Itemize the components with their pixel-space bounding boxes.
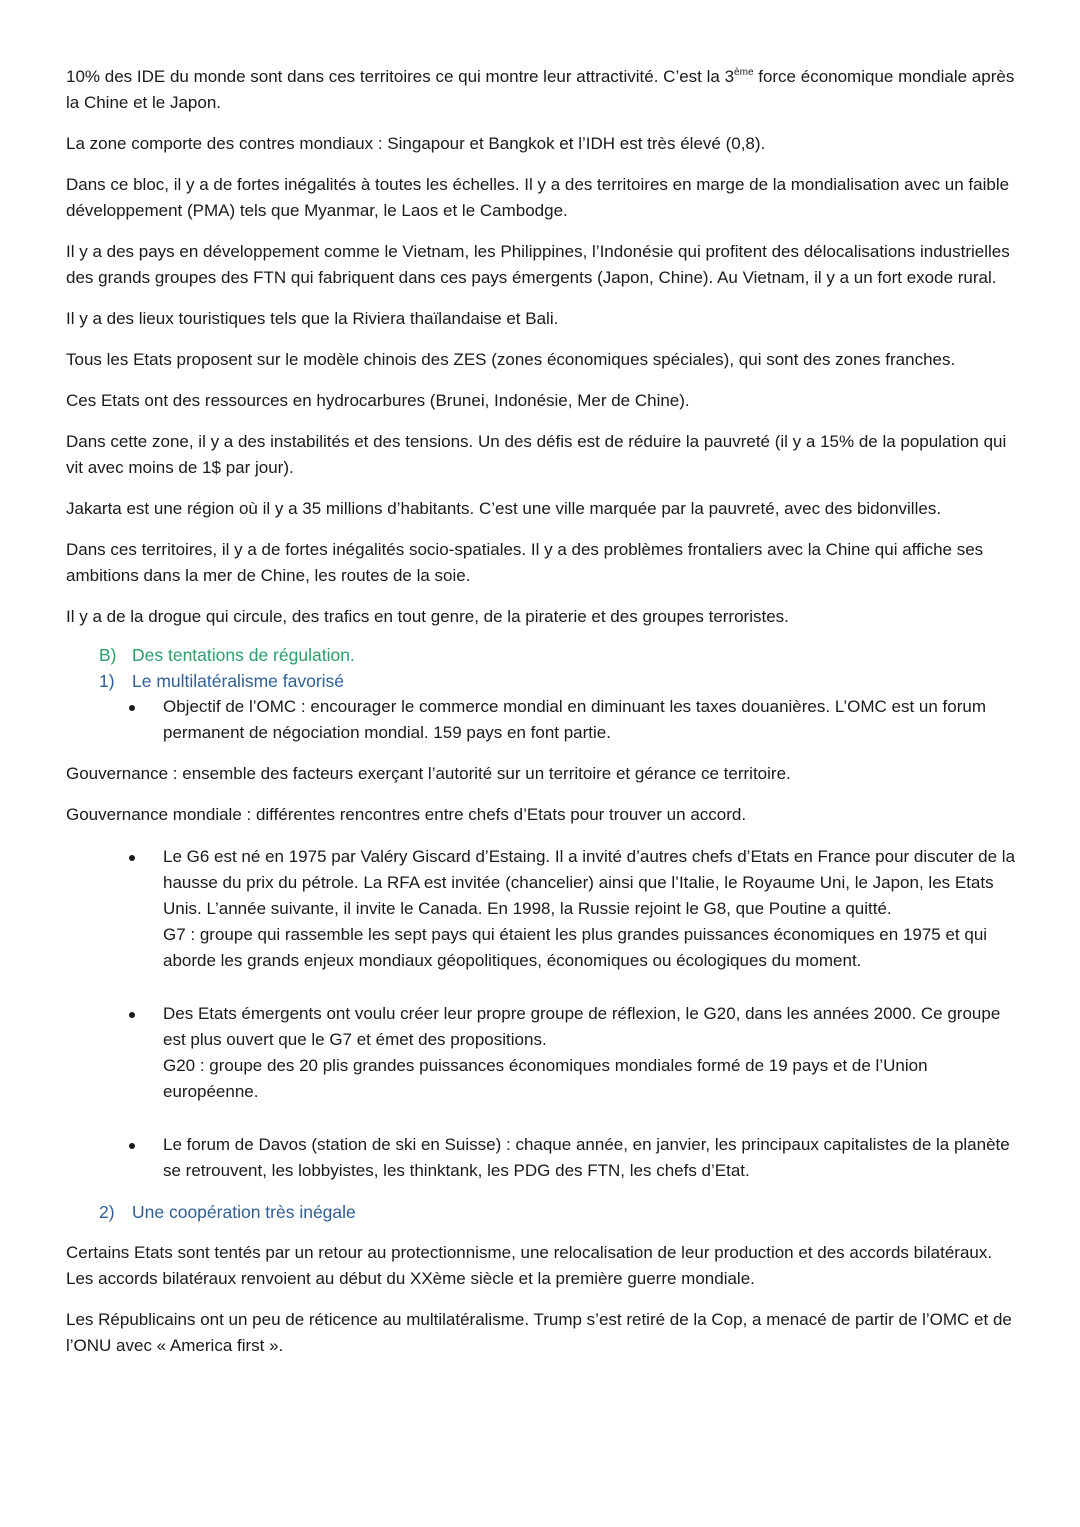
definition-gouvernance: Gouvernance : ensemble des facteurs exerçant l’autorité sur un territoire et gérance ce territoire. xyxy=(66,764,791,783)
list-item xyxy=(66,1001,1016,1105)
paragraph-zes: Tous les Etats proposent sur le modèle chinois des ZES (zones économiques spéciales), qui sont des zones franches. xyxy=(66,350,956,369)
heading-text: Le multilatéralisme favorisé xyxy=(132,671,345,691)
list-item xyxy=(66,1132,1016,1184)
bullet-list-omc xyxy=(66,694,1016,746)
paragraph-republicains: Les Républicains ont un peu de réticence au multilatéralisme. Trump s’est retiré de la Cop, a menacé de partir de l’OMC et de l’ONU avec « America first ». xyxy=(66,1310,1012,1355)
bullet-icon xyxy=(129,705,135,711)
document-page xyxy=(66,64,1016,1374)
subsection-heading-1 xyxy=(99,668,1016,694)
bullet-list-gouvernance xyxy=(66,844,1016,1184)
bullet-definition-g7: G7 : groupe qui rassemble les sept pays qui étaient les plus grandes puissances économiques en 1975 et qui aborde les grands enjeux mondiaux géopolitiques, économiques ou écologiques du moment. xyxy=(163,925,988,970)
bullet-icon xyxy=(129,1012,135,1018)
paragraph-tourisme: Il y a des lieux touristiques tels que la Riviera thaïlandaise et Bali. xyxy=(66,309,559,328)
paragraph-drogue: Il y a de la drogue qui circule, des trafics en tout genre, de la piraterie et des groupes terroristes. xyxy=(66,607,789,626)
list-item xyxy=(66,844,1016,974)
heading-text: Des tentations de régulation. xyxy=(132,645,355,665)
paragraph-inegalites: Dans ce bloc, il y a de fortes inégalités à toutes les échelles. Il y a des territoires en marge de la mondialisation avec un faible développement (PMA) tels que Myanmar, le Laos et le Cambodge. xyxy=(66,175,1010,220)
paragraph-ide xyxy=(66,64,1016,116)
paragraph-protectionnisme: Certains Etats sont tentés par un retour au protectionnisme, une relocalisation de leur production et des accords bilatéraux. Les accords bilatéraux renvoient au début du XXème siècle et la première guerre mondiale. xyxy=(66,1243,993,1288)
subsection-heading-2 xyxy=(99,1199,1016,1225)
definition-gouvernance-mondiale: Gouvernance mondiale : différentes rencontres entre chefs d’Etats pour trouver un accord. xyxy=(66,805,747,824)
paragraph-hydrocarbures: Ces Etats ont des ressources en hydrocarbures (Brunei, Indonésie, Mer de Chine). xyxy=(66,391,690,410)
heading-text: Une coopération très inégale xyxy=(132,1202,356,1222)
heading-number: B) xyxy=(99,645,117,665)
paragraph-pays-developpement: Il y a des pays en développement comme le Vietnam, les Philippines, l’Indonésie qui profitent des délocalisations industrielles des grands groupes des FTN qui fabriquent dans ces pays émergents (Japon, Chine). Au Vietnam, il y a un fort exode rural. xyxy=(66,242,1010,287)
heading-number: 1) xyxy=(99,671,115,691)
superscript: ème xyxy=(734,67,754,78)
paragraph-jakarta: Jakarta est une région où il y a 35 millions d’habitants. C’est une ville marquée par la pauvreté, avec des bidonvilles. xyxy=(66,499,942,518)
bullet-text: Objectif de l’OMC : encourager le commerce mondial en diminuant les taxes douanières. L’OMC est un forum permanent de négociation mondial. 159 pays en font partie. xyxy=(163,697,986,742)
paragraph-text: 10% des IDE du monde sont dans ces territoires ce qui montre leur attractivité. C’est la 3 xyxy=(66,67,735,86)
paragraph-text: force économique mondiale après la Chine et le Japon. xyxy=(66,67,1015,112)
bullet-text: Le forum de Davos (station de ski en Suisse) : chaque année, en janvier, les principaux capitalistes de la planète se retrouvent, les lobbyistes, les thinktank, les PDG des FTN, les chefs d’Etat. xyxy=(163,1135,1010,1180)
section-heading-b xyxy=(99,642,1016,668)
list-item xyxy=(66,694,1016,746)
bullet-definition-g20: G20 : groupe des 20 plis grandes puissances économiques mondiales formé de 19 pays et de l’Union européenne. xyxy=(163,1056,928,1101)
bullet-icon xyxy=(129,855,135,861)
heading-number: 2) xyxy=(99,1202,115,1222)
bullet-icon xyxy=(129,1143,135,1149)
paragraph-inegalites-socio-spatiales: Dans ces territoires, il y a de fortes inégalités socio-spatiales. Il y a des problèmes frontaliers avec la Chine qui affiche ses ambitions dans la mer de Chine, les routes de la soie. xyxy=(66,540,984,585)
bullet-text: Le G6 est né en 1975 par Valéry Giscard d’Estaing. Il a invité d’autres chefs d’Etats en France pour discuter de la hausse du prix du pétrole. La RFA est invitée (chancelier) ainsi que l’Italie, le Royaume Uni, le Japon, les Etats Unis. L’année suivante, il invite le Canada. En 1998, la Russie rejoint le G8, que Poutine a quitté. xyxy=(163,847,1016,918)
paragraph-centres-mondiaux: La zone comporte des contres mondiaux : Singapour et Bangkok et l’IDH est très élevé (0,8). xyxy=(66,134,766,153)
bullet-text: Des Etats émergents ont voulu créer leur propre groupe de réflexion, le G20, dans les années 2000. Ce groupe est plus ouvert que le G7 et émet des propositions. xyxy=(163,1004,1001,1049)
paragraph-instabilites: Dans cette zone, il y a des instabilités et des tensions. Un des défis est de réduire la pauvreté (il y a 15% de la population qui vit avec moins de 1$ par jour). xyxy=(66,432,1007,477)
